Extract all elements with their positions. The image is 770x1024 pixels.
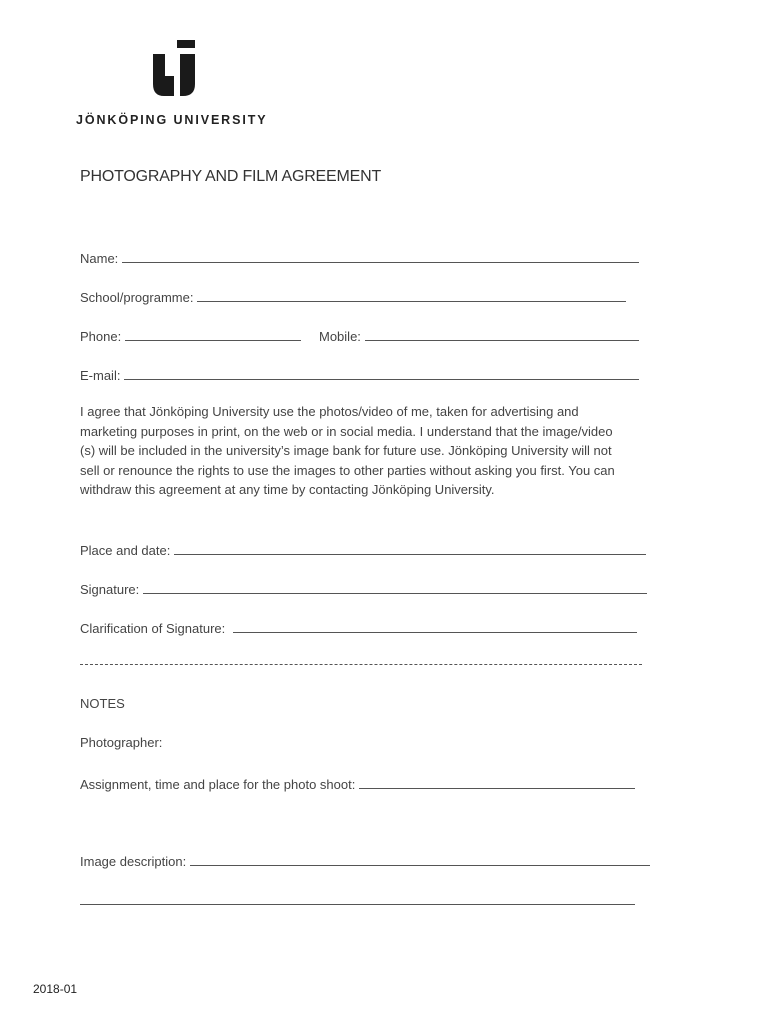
agreement-line: marketing purposes in print, on the web or in social media. I understand that the image/video — [80, 423, 613, 439]
image-description-extra-line[interactable] — [80, 891, 635, 905]
form-version-code: 2018-01 — [33, 982, 78, 996]
image-description-input-line[interactable] — [190, 852, 650, 866]
mobile-field — [319, 327, 639, 344]
agreement-line: withdraw this agreement at any time by contacting Jönköping University. — [80, 482, 495, 498]
signature-label: Signature: — [80, 582, 140, 597]
phone-field — [80, 327, 301, 344]
agreement-line: (s) will be included in the university’s image bank for future use. Jönköping University will not — [80, 443, 612, 459]
image-description-extra-field — [80, 891, 635, 908]
university-name: JÖNKÖPING UNIVERSITY — [76, 113, 268, 127]
clarification-field — [80, 619, 637, 636]
agreement-line: I agree that Jönköping University use the photos/video of me, taken for advertising and — [80, 404, 579, 419]
name-label: Name: — [80, 251, 119, 266]
ju-logo-icon — [150, 40, 198, 96]
email-field — [80, 366, 639, 383]
place-date-label: Place and date: — [80, 543, 171, 558]
school-label: School/programme: — [80, 290, 194, 305]
assignment-field — [80, 775, 635, 792]
assignment-label: Assignment, time and place for the photo shoot: — [80, 777, 356, 792]
school-input-line[interactable] — [197, 288, 626, 302]
name-input-line[interactable] — [122, 249, 639, 263]
phone-input-line[interactable] — [125, 327, 301, 341]
email-input-line[interactable] — [124, 366, 639, 380]
clarification-label: Clarification of Signature: — [80, 621, 226, 636]
place-date-field — [80, 541, 646, 558]
clarification-input-line[interactable] — [233, 619, 637, 633]
signature-field — [80, 580, 647, 597]
place-date-input-line[interactable] — [174, 541, 646, 555]
cut-line-divider — [80, 664, 642, 665]
name-field — [80, 249, 639, 266]
page-title: PHOTOGRAPHY AND FILM AGREEMENT — [80, 168, 382, 185]
photographer-label: Photographer: — [80, 735, 163, 750]
agreement-text — [80, 402, 680, 500]
school-field — [80, 288, 626, 305]
assignment-input-line[interactable] — [359, 775, 635, 789]
image-description-label: Image description: — [80, 854, 187, 869]
email-label: E-mail: — [80, 368, 121, 383]
phone-label: Phone: — [80, 329, 122, 344]
agreement-line: sell or renounce the rights to use the images to other parties without asking you first. You can — [80, 462, 615, 478]
mobile-input-line[interactable] — [365, 327, 639, 341]
mobile-label: Mobile: — [319, 329, 361, 344]
notes-heading: NOTES — [80, 696, 125, 711]
image-description-field — [80, 852, 650, 869]
signature-input-line[interactable] — [143, 580, 647, 594]
